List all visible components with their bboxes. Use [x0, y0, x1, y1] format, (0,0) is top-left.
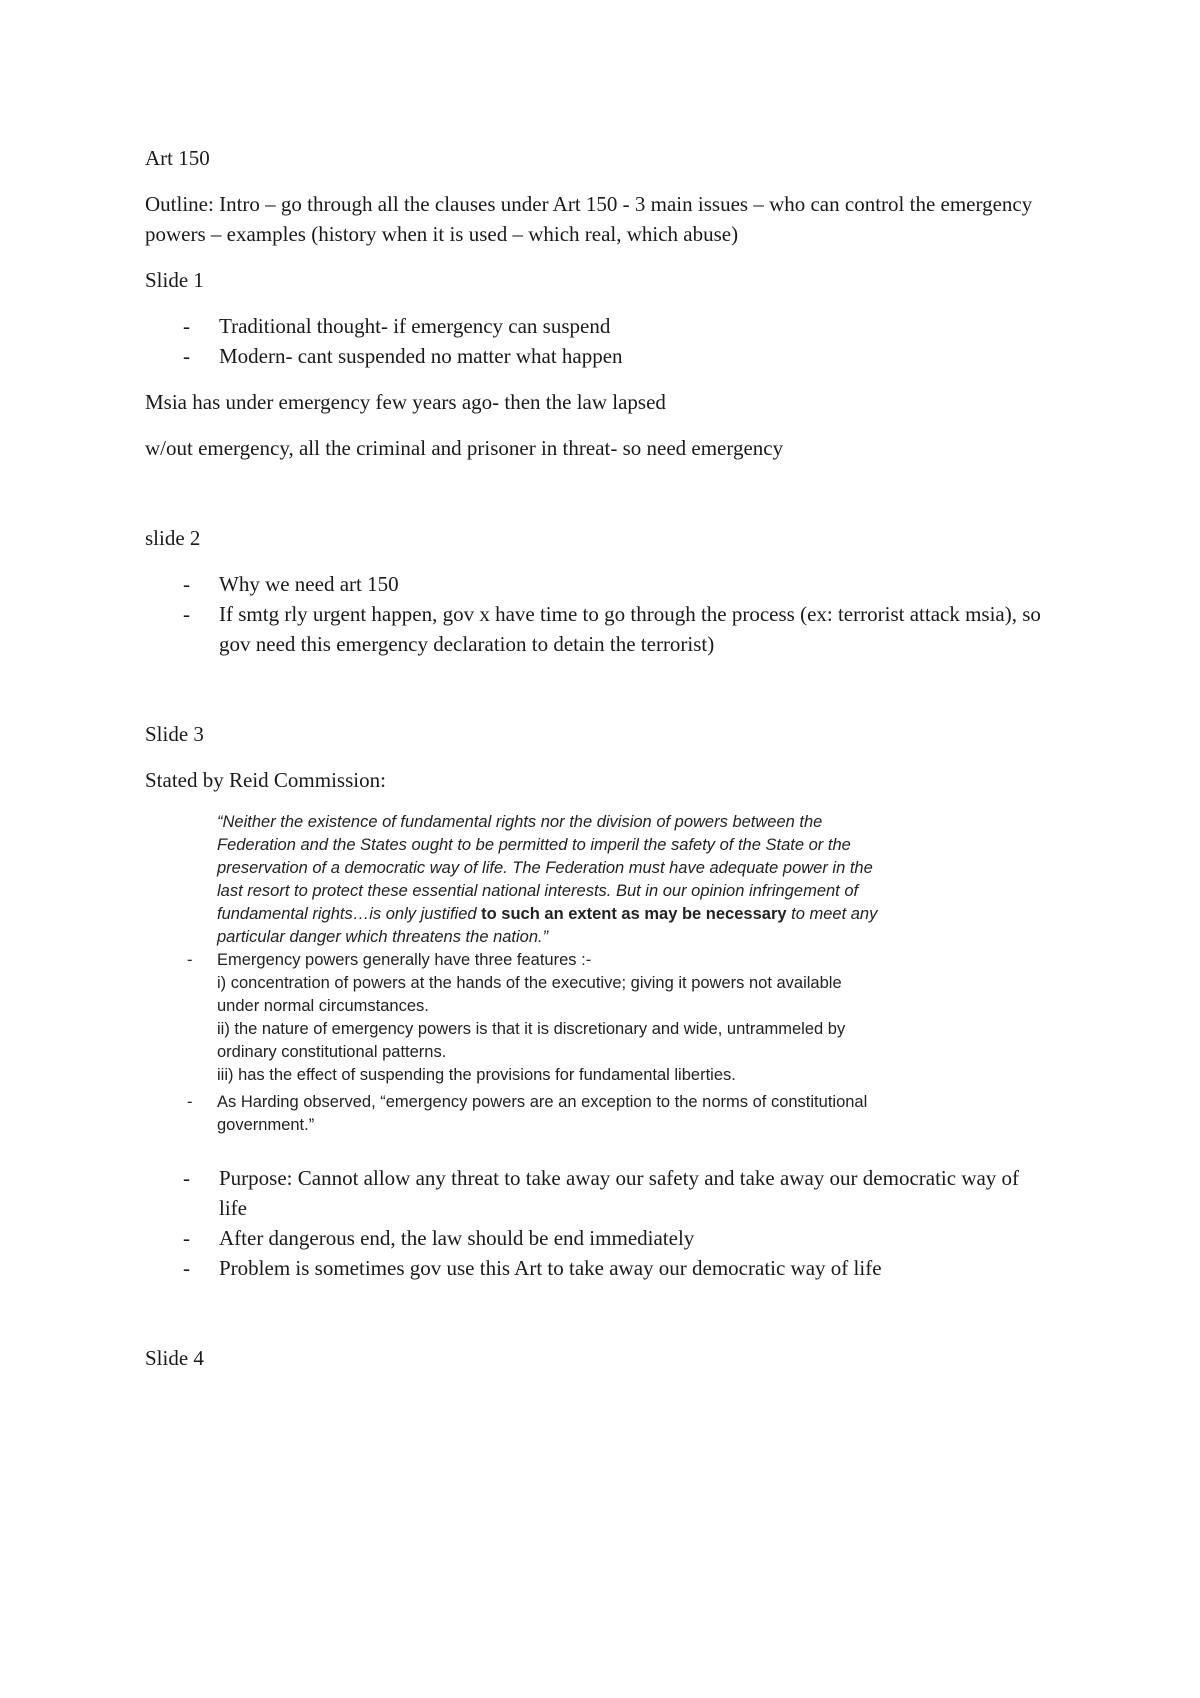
outline-text: Outline: Intro – go through all the clauses under Art 150 - 3 main issues – who can control the emergency powers – examples (history when it is used – which real, which abuse): [145, 192, 1033, 246]
document-title: Art 150: [145, 146, 210, 170]
reid-commission-quote: [217, 811, 897, 949]
harding-quote: As Harding observed, “emergency powers are an exception to the norms of constitutional government.”: [217, 1093, 868, 1134]
quote-text: to meet any particular danger which threatens the nation.”: [217, 905, 878, 946]
list-item-text: If smtg rly urgent happen, gov x have time to go through the process (ex: terrorist attack msia), so gov need this emergency declaration to detain the terrorist): [219, 602, 1041, 656]
list-item: [145, 949, 897, 972]
dash-bullet: -: [183, 1256, 190, 1280]
list-item-text: Problem is sometimes gov use this Art to take away our democratic way of life: [219, 1256, 882, 1280]
quote-emphasis: to such an extent as may be necessary: [481, 905, 787, 923]
list-item: [145, 599, 1045, 659]
list-item: [145, 1163, 1045, 1223]
slide-3-bullet-list: [145, 1163, 1045, 1283]
spacer: [145, 1299, 1045, 1343]
excerpt-list: [145, 949, 1045, 972]
list-item-text: After dangerous end, the law should be end immediately: [219, 1226, 695, 1250]
feature-item: iii) has the effect of suspending the provisions for fundamental liberties.: [217, 1066, 736, 1084]
quote-text: “Neither the existence of fundamental rights nor the division of powers between the Federation and the States ought to be permitted to imperil the safety of the State or the preservation of a democratic way of life. The Federation must have adequate power in the last resort to protect these essential national interests. But in our opinion infringement of fundamental rights…is only justified: [217, 813, 873, 923]
slide-1-bullet-list: [145, 311, 1045, 371]
spacer: [145, 675, 1045, 719]
list-item: [145, 1091, 897, 1137]
list-item-text: Traditional thought- if emergency can suspend: [219, 314, 611, 338]
list-item-text: Purpose: Cannot allow any threat to take away our safety and take away our democratic way of life: [219, 1166, 1020, 1220]
excerpt-list: [145, 1091, 1045, 1137]
dash-bullet: -: [187, 1093, 193, 1111]
dash-bullet: -: [183, 572, 190, 596]
slide-2-bullet-list: [145, 569, 1045, 659]
slide-3-intro: Stated by Reid Commission:: [145, 768, 386, 792]
list-item-text: Modern- cant suspended no matter what happen: [219, 344, 623, 368]
slide-4-heading: Slide 4: [145, 1346, 204, 1370]
list-item-text: Why we need art 150: [219, 572, 399, 596]
list-item: [145, 569, 1045, 599]
reid-commission-excerpt: [145, 811, 1045, 1137]
feature-item: i) concentration of powers at the hands of the executive; giving it powers not available under normal circumstances.: [217, 974, 842, 1015]
slide-1-paragraph: Msia has under emergency few years ago- then the law lapsed: [145, 390, 666, 414]
slide-1-heading: Slide 1: [145, 268, 204, 292]
dash-bullet: -: [183, 1166, 190, 1190]
spacer: [145, 479, 1045, 523]
slide-1-paragraph: w/out emergency, all the criminal and prisoner in threat- so need emergency: [145, 436, 784, 460]
slide-2-heading: slide 2: [145, 526, 201, 550]
dash-bullet: -: [183, 314, 190, 338]
dash-bullet: -: [183, 344, 190, 368]
feature-item: ii) the nature of emergency powers is that it is discretionary and wide, untrammeled by ordinary constitutional patterns.: [217, 1020, 846, 1061]
list-item: [145, 1253, 1045, 1283]
dash-bullet: -: [183, 602, 190, 626]
dash-bullet: -: [183, 1226, 190, 1250]
list-item: [145, 341, 1045, 371]
document-page: [145, 143, 1045, 1389]
dash-bullet: -: [187, 951, 193, 969]
list-item: [145, 311, 1045, 341]
slide-3-heading: Slide 3: [145, 722, 204, 746]
features-intro: Emergency powers generally have three features :-: [217, 951, 592, 969]
list-item: [145, 1223, 1045, 1253]
